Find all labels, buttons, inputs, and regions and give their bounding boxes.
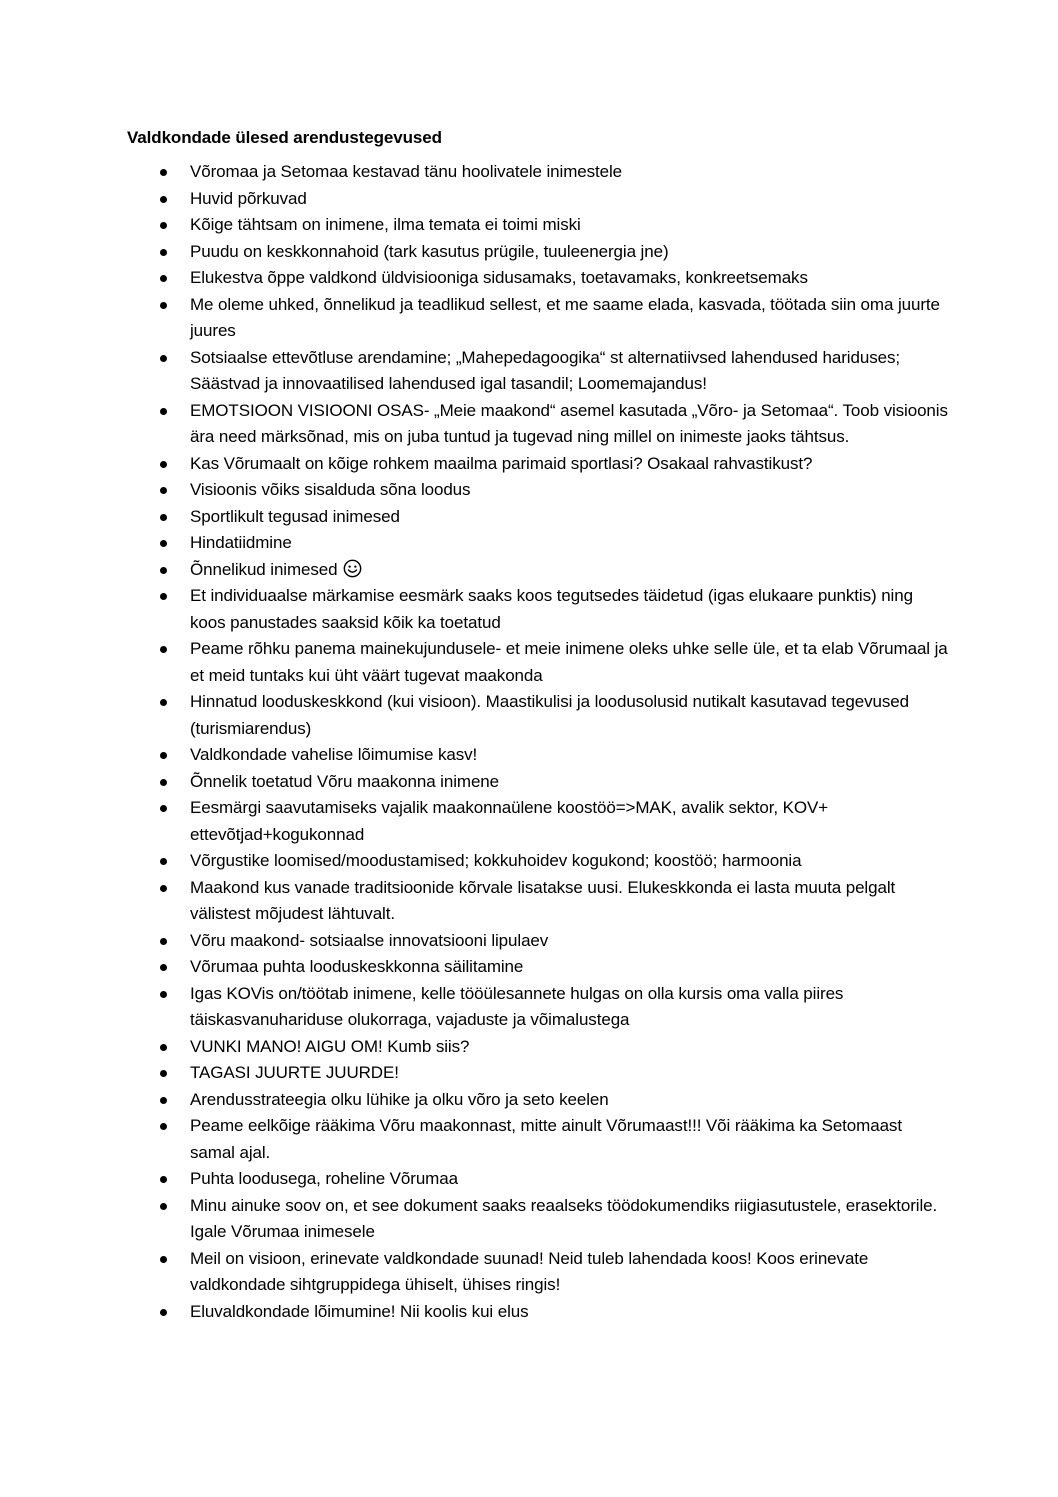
- list-item-text: Sportlikult tegusad inimesed: [190, 506, 400, 526]
- list-item-text: Elukestva õppe valdkond üldvisiooniga sidusamaks, toetavamaks, konkreetsemaks: [190, 268, 808, 287]
- list-item-text: Huvid põrkuvad: [190, 188, 307, 208]
- list-item-text: Kas Võrumaalt on kõige rohkem maailma parimaid sportlasi? Osakaal rahvastikust?: [190, 453, 813, 473]
- list-item: [127, 1113, 948, 1166]
- list-item-text: Õnnelik toetatud Võru maakonna inimene: [190, 771, 500, 791]
- bullet-icon: [160, 858, 167, 865]
- bullet-icon: [160, 196, 167, 203]
- list-item-text: Puhta loodusega, roheline Võrumaa: [190, 1169, 458, 1188]
- bullet-icon: [160, 991, 167, 998]
- list-item-text: Valdkondade vahelise lõimumise kasv!: [190, 745, 478, 764]
- bullet-icon: [160, 1097, 167, 1104]
- list-item-text: Igas KOVis on/töötab inimene, kelle tööülesannete hulgas on olla kursis oma valla piires täiskasvanuhariduse olukorraga, vajaduste ja võimalustega: [190, 983, 844, 1029]
- bullet-icon: [160, 302, 167, 309]
- bullet-icon: [160, 1070, 167, 1077]
- bullet-icon: [160, 699, 167, 706]
- bullet-icon: [160, 752, 167, 759]
- bullet-icon: [160, 1203, 167, 1210]
- list-item: [127, 1087, 948, 1114]
- list-item-text: Peame rõhku panema mainekujundusele- et meie inimene oleks uhke selle üle, et ta elab Võrumaal ja et meid tuntaks kui üht väärt tugevat maakonda: [190, 639, 948, 685]
- list-item: [127, 1060, 948, 1087]
- list-item-text: VUNKI MANO! AIGU OM! Kumb siis?: [190, 1036, 470, 1056]
- list-item: [127, 689, 948, 742]
- list-item-text: Peame eelkõige rääkima Võru maakonnast, mitte ainult Võrumaast!!! Või rääkima ka Setomaast samal ajal.: [190, 1116, 902, 1162]
- list-item: [127, 186, 948, 213]
- list-item-text: Puudu on keskkonnahoid (tark kasutus prügile, tuuleenergia jne): [190, 241, 669, 261]
- list-item: [127, 1299, 948, 1326]
- bullet-icon: [160, 1123, 167, 1130]
- list-item-text: Võrgustike loomised/moodustamised; kokkuhoidev kogukond; koostöö; harmoonia: [190, 851, 802, 870]
- list-item: [127, 265, 948, 292]
- bullet-icon: [160, 567, 167, 574]
- list-item: [127, 769, 948, 796]
- bullet-icon: [160, 779, 167, 786]
- smiley-face-icon: [343, 559, 362, 578]
- list-item: [127, 477, 948, 504]
- list-item: [127, 981, 948, 1034]
- list-item-text: Maakond kus vanade traditsioonide kõrvale lisatakse uusi. Elukeskkonda ei lasta muuta pelgalt välistest mõjudest lähtuvalt.: [190, 877, 896, 923]
- bullet-icon: [160, 540, 167, 547]
- bullet-icon: [160, 275, 167, 282]
- list-item: [127, 159, 948, 186]
- list-item: [127, 795, 948, 848]
- list-item-text: TAGASI JUURTE JUURDE!: [190, 1063, 399, 1082]
- document-title: Valdkondade ülesed arendustegevused: [127, 128, 442, 147]
- list-item: [127, 954, 948, 981]
- list-item-text: Kõige tähtsam on inimene, ilma temata ei toimi miski: [190, 215, 581, 234]
- list-item: [127, 345, 948, 398]
- list-item-text: Võrumaa puhta looduskeskkonna säilitamine: [190, 957, 524, 976]
- list-item: [127, 1193, 948, 1246]
- bullet-icon: [160, 1256, 167, 1263]
- bullet-icon: [160, 1309, 167, 1316]
- list-item-text: EMOTSIOON VISIOONI OSAS- „Meie maakond“ asemel kasutada „Võro- ja Setomaa“. Toob visioonis ära need märksõnad, mis on juba tuntud ja tugevad ning millel on inimeste jaoks tähtsus.: [190, 400, 948, 446]
- bullet-icon: [160, 1176, 167, 1183]
- bullet-icon: [160, 964, 167, 971]
- list-item-text: Et individuaalse märkamise eesmärk saaks koos tegutsedes täidetud (igas elukaare punktis) ning koos panustades saaksid kõik ka toetatud: [190, 586, 913, 632]
- list-item-text: Hinnatud looduskeskkond (kui visioon). Maastikulisi ja loodusolusid nutikalt kasutavad tegevused (turismiarendus): [190, 692, 909, 738]
- list-item: [127, 398, 948, 451]
- list-item: [127, 1166, 948, 1193]
- list-item: [127, 875, 948, 928]
- list-item: [127, 239, 948, 266]
- list-item: [127, 1246, 948, 1299]
- list-item-text: Meil on visioon, erinevate valdkondade suunad! Neid tuleb lahendada koos! Koos erinevate valdkondade sihtgruppidega ühiselt, ühises ringis!: [190, 1248, 869, 1294]
- list-item: [127, 530, 948, 557]
- bullet-icon: [160, 646, 167, 653]
- bullet-icon: [160, 514, 167, 521]
- bullet-icon: [160, 169, 167, 176]
- bullet-icon: [160, 249, 167, 256]
- list-item-text: Me oleme uhked, õnnelikud ja teadlikud sellest, et me saame elada, kasvada, töötada siin oma juurte juures: [190, 294, 940, 340]
- list-item-text: Õnnelikud inimesed: [190, 559, 338, 579]
- list-item-text: Eesmärgi saavutamiseks vajalik maakonnaülene koostöö=>MAK, avalik sektor, KOV+ ettevõtjad+kogukonnad: [190, 798, 829, 844]
- list-item: [127, 742, 948, 769]
- list-item: [127, 928, 948, 955]
- bullet-icon: [160, 938, 167, 945]
- bullet-icon: [160, 1044, 167, 1051]
- bullet-icon: [160, 408, 167, 415]
- list-item-text: Võru maakond- sotsiaalse innovatsiooni lipulaev: [190, 930, 549, 950]
- list-item: [127, 1034, 948, 1061]
- list-item: [127, 504, 948, 531]
- bullet-icon: [160, 355, 167, 362]
- list-item-text: Arendusstrateegia olku lühike ja olku võro ja seto keelen: [190, 1089, 609, 1109]
- bullet-icon: [160, 593, 167, 600]
- list-item-text: Minu ainuke soov on, et see dokument saaks reaalseks töödokumendiks riigiasutustele, erasektorile. Igale Võrumaa inimesele: [190, 1195, 938, 1241]
- list-item-text: Võromaa ja Setomaa kestavad tänu hoolivatele inimestele: [190, 162, 623, 181]
- list-item-text: Sotsiaalse ettevõtluse arendamine; „Mahepedagoogika“ st alternatiivsed lahendused hariduses; Säästvad ja innovaatilised lahendused igal tasandil; Loomemajandus!: [190, 347, 900, 393]
- bullet-icon: [160, 461, 167, 468]
- list-item: [127, 848, 948, 875]
- list-item: [127, 636, 948, 689]
- list-item: [127, 292, 948, 345]
- list-item-text: Hindatiidmine: [190, 533, 292, 552]
- list-item: [127, 583, 948, 636]
- bullet-list: [127, 159, 948, 1325]
- bullet-icon: [160, 487, 167, 494]
- list-item-text: Eluvaldkondade lõimumine! Nii koolis kui elus: [190, 1301, 529, 1321]
- bullet-icon: [160, 885, 167, 892]
- list-item: [127, 451, 948, 478]
- bullet-icon: [160, 805, 167, 812]
- bullet-icon: [160, 222, 167, 229]
- list-item: [127, 212, 948, 239]
- list-item-text: Visioonis võiks sisalduda sõna loodus: [190, 480, 471, 499]
- list-item: [127, 557, 948, 584]
